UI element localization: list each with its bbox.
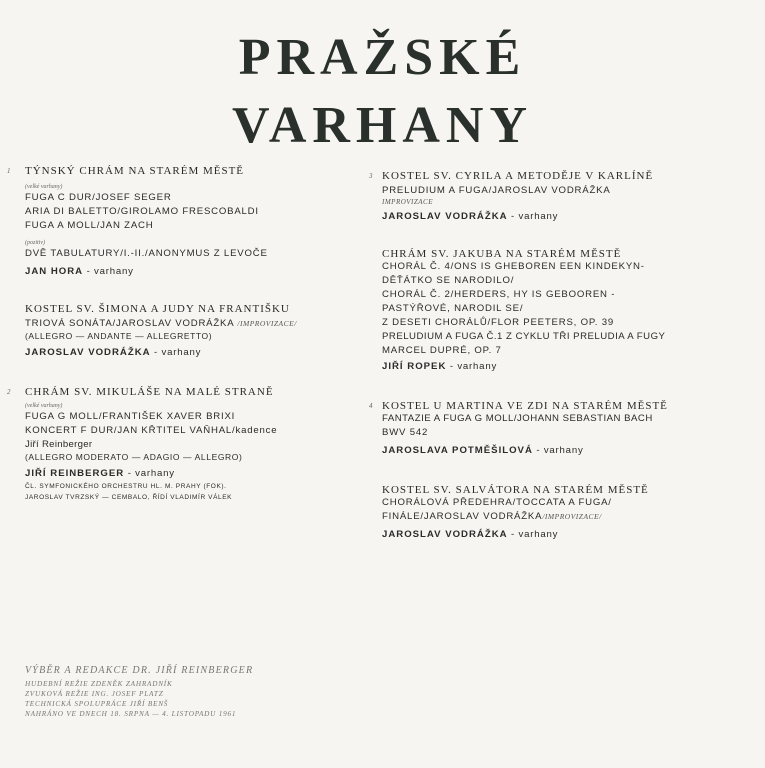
performer-instrument: - varhany — [127, 468, 175, 479]
performer-instrument: - varhany — [86, 266, 134, 277]
side-number: 3 — [369, 172, 373, 180]
track-line — [382, 510, 742, 524]
side-number: 4 — [369, 402, 373, 410]
section-tynsky — [7, 165, 370, 279]
performer-line — [382, 444, 742, 458]
organ-note: (velké varhany) — [25, 184, 63, 190]
track-line: DVĚ TABULATURY/I.-II./ANONYMUS Z LEVOČE — [25, 248, 268, 259]
track-line: Z DESETI CHORÁLŮ/FLOR PEETERS, OP. 39 — [382, 317, 615, 328]
performer-line — [382, 210, 742, 224]
track-text: FINÁLE/JAROSLAV VODRÁŽKA — [382, 511, 543, 522]
track-line: DĚŤÁTKO SE NARODILO/ — [382, 275, 515, 286]
credits-line: NAHRÁNO VE DNECH 18. SRPNA — 4. LISTOPADU 1961 — [25, 710, 237, 718]
track-line: PASTÝŘOVÉ, NARODIL SE/ — [382, 303, 524, 314]
performer-name: JAROSLAV VODRÁŽKA — [382, 529, 508, 540]
track-line: MARCEL DUPRÉ, OP. 7 — [382, 345, 502, 356]
improv-tag: IMPROVIZACE — [382, 198, 433, 206]
track-line: FUGA C DUR/JOSEF SEGER — [25, 192, 172, 203]
performer-name: JIŘÍ ROPEK — [382, 361, 447, 372]
section-heading: CHRÁM SV. MIKULÁŠE NA MALÉ STRANĚ — [25, 386, 274, 398]
performer-name: JAN HORA — [25, 266, 84, 277]
section-jakuba — [382, 248, 742, 374]
section-mikulas — [7, 386, 370, 503]
organ-note: (velké varhany) — [25, 403, 63, 409]
left-column — [7, 165, 370, 517]
improv-tag: /IMPROVIZACE/ — [237, 319, 297, 328]
movement-line: (ALLEGRO MODERATO — ADAGIO — ALLEGRO) — [25, 452, 243, 462]
section-heading: KOSTEL SV. SALVÁTORA NA STARÉM MĚSTĚ — [382, 484, 649, 496]
track-line: CHORÁL Č. 2/HERDERS, HY IS GEBOOREN - — [382, 289, 616, 300]
title-line-1: PRAŽSKÉ — [238, 29, 527, 86]
orchestra-line: ČL. SYMFONICKÉHO ORCHESTRU HL. M. PRAHY (FOK). — [25, 483, 227, 490]
side-number: 1 — [7, 167, 11, 175]
performer-instrument: - varhany — [154, 347, 202, 358]
orchestra-line: JAROSLAV TVRZSKÝ — CEMBALO, ŘÍDÍ VLADIMÍR VÁLEK — [25, 494, 233, 501]
performer-name: JAROSLAV VODRÁŽKA — [25, 347, 151, 358]
credits-main: VÝBĚR A REDAKCE DR. JIŘÍ REINBERGER — [25, 665, 254, 676]
performer-instrument: - varhany — [511, 529, 559, 540]
performer-name: JIŘÍ REINBERGER — [25, 468, 125, 479]
performer-instrument: - varhany — [449, 361, 498, 372]
performer-name: JAROSLAV VODRÁŽKA — [382, 211, 508, 222]
track-line: PRELUDIUM A FUGA Č.1 Z CYKLU TŘI PRELUDIA A FUGY — [382, 331, 666, 342]
section-salvatora — [382, 484, 742, 542]
title-line-2: VARHANY — [231, 97, 534, 154]
track-line: PRELUDIUM A FUGA/JAROSLAV VODRÁŽKA — [382, 185, 611, 196]
track-line: CHORÁL Č. 4/ONS IS GHEBOREN EEN KINDEKYN- — [382, 261, 645, 272]
organ-note: (pozitiv) — [25, 240, 45, 246]
credits-line: HUDEBNÍ REŽIE ZDENĚK ZAHRADNÍK — [25, 680, 173, 688]
track-line: ARIA DI BALETTO/GIROLAMO FRESCOBALDI — [25, 206, 259, 217]
track-line: BWV 542 — [382, 427, 429, 438]
right-column — [369, 170, 742, 556]
performer-name: JAROSLAVA POTMĚŠILOVÁ — [382, 445, 533, 456]
section-cyrila-metodeje — [369, 170, 742, 224]
performer-line — [382, 528, 742, 542]
section-heading: TÝNSKÝ CHRÁM NA STARÉM MĚSTĚ — [25, 165, 245, 177]
section-heading: KOSTEL U MARTINA VE ZDI NA STARÉM MĚSTĚ — [382, 400, 668, 412]
performer-instrument: - varhany — [511, 211, 559, 222]
performer-line — [25, 467, 370, 481]
section-martina — [369, 400, 742, 458]
section-heading: KOSTEL SV. ŠIMONA A JUDY NA FRANTIŠKU — [25, 303, 290, 315]
credits — [25, 665, 375, 719]
movement-line: (ALLEGRO — ANDANTE — ALLEGRETTO) — [25, 331, 213, 341]
section-simona-judy — [25, 303, 370, 360]
improv-tag: /IMPROVIZACE/ — [542, 512, 602, 521]
track-line: CHORÁLOVÁ PŘEDEHRA/TOCCATA A FUGA/ — [382, 497, 612, 508]
credits-line: TECHNICKÁ SPOLUPRÁCE JIŘÍ BENŠ — [25, 700, 169, 708]
performer-instrument: - varhany — [536, 445, 584, 456]
track-line: Jiří Reinberger — [25, 439, 93, 450]
section-heading: CHRÁM SV. JAKUBA NA STARÉM MĚSTĚ — [382, 248, 622, 260]
track-line: FANTAZIE A FUGA G MOLL/JOHANN SEBASTIAN BACH — [382, 413, 653, 424]
track-text: TRIOVÁ SONÁTA/JAROSLAV VODRÁŽKA — [25, 318, 234, 329]
performer-line — [382, 360, 742, 374]
credits-line: ZVUKOVÁ REŽIE ING. JOSEF PLATZ — [25, 690, 164, 698]
performer-line — [25, 346, 370, 360]
track-line: FUGA A MOLL/JAN ZACH — [25, 220, 154, 231]
track-line: KONCERT F DUR/JAN KŘTITEL VAŇHAL/kadence — [25, 425, 278, 436]
track-line — [25, 317, 370, 331]
track-line: FUGA G MOLL/FRANTIŠEK XAVER BRIXI — [25, 411, 236, 422]
side-number: 2 — [7, 388, 11, 396]
performer-line — [25, 265, 370, 279]
section-heading: KOSTEL SV. CYRILA A METODĚJE V KARLÍNĚ — [382, 170, 654, 182]
